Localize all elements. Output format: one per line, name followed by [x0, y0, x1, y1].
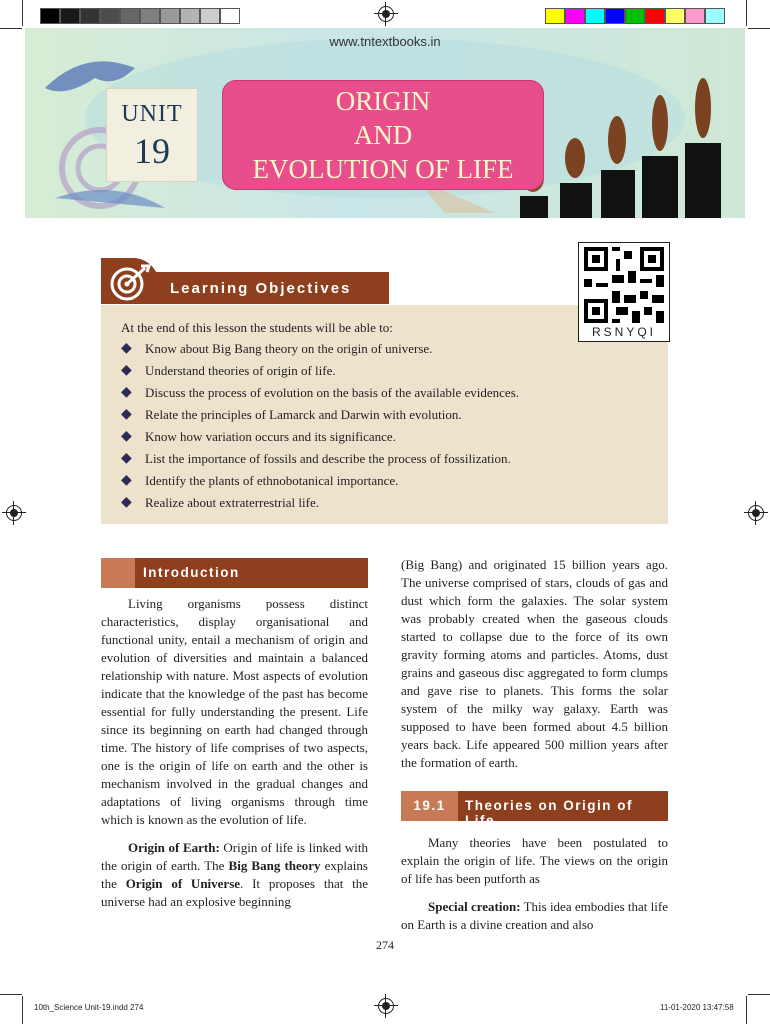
diamond-bullet-icon: ◆ [121, 495, 132, 510]
right-column [401, 556, 668, 772]
crop-mark [22, 996, 23, 1024]
origin-continued: (Big Bang) and originated 15 billion years ago. The universe comprised of stars, clouds of gas and dust which form the galaxies. The solar system was probably created when the gaseous clouds started to collapse due to the force of its own gravity forming atoms and particles. Atoms, dust grains and gaseous disc aggregated to form clumps and gave rise to planets. This forms the solar system of the milky way galaxy. Earth was supposed to have been formed about 4.5 billion years back. Life appeared 500 million years after the formation of earth. [401, 557, 668, 770]
crop-mark [22, 0, 23, 26]
qr-code-box[interactable] [578, 242, 670, 342]
theories-heading [401, 791, 668, 828]
registration-mark [378, 6, 394, 22]
title-line: AND [353, 120, 413, 150]
page-number: 274 [376, 938, 394, 952]
intro-paragraph: Living organisms possess distinct characteristics, display organisational and functional unity, entail a mechanism of origin and evolution of diversities and maintain a balanced relationship with nature. Most aspects of evolution indicate that the knowledge of the past has become essential for fully understanding the present. Life since its beginning on earth had changed through time. The history of life comprises of two aspects, one is the origin of life on earth and the other is mechanism involved in the gradual changes and adaptations of living organisms through time which is known as the evolution of life. [101, 596, 368, 827]
diamond-bullet-icon: ◆ [121, 385, 132, 400]
diamond-bullet-icon: ◆ [121, 341, 132, 356]
crop-mark [0, 994, 22, 995]
origin-label: Origin of Earth: [128, 840, 220, 855]
theories-heading-text: Theories on Origin of Life [465, 798, 634, 828]
introduction-heading-text: Introduction [143, 565, 240, 580]
qr-code-label: RSNYQI [591, 325, 656, 339]
left-column [101, 595, 368, 911]
introduction-heading [101, 558, 368, 588]
special-creation-paragraph: Special creation: This idea embodies that life on Earth is a divine creation and also [401, 899, 668, 932]
list-item: ◆ Know how variation occurs and its significance. [121, 428, 519, 450]
section-number: 19.1 [401, 791, 458, 821]
heading-tab [101, 558, 135, 588]
list-item: ◆ Relate the principles of Lamarck and Darwin with evolution. [121, 406, 519, 428]
unit-badge [106, 88, 198, 182]
title-line: EVOLUTION OF LIFE [252, 154, 514, 184]
crop-mark [748, 28, 770, 29]
objectives-list [121, 340, 519, 516]
diamond-bullet-icon: ◆ [121, 473, 132, 488]
chapter-title [222, 80, 544, 190]
crop-mark [746, 0, 747, 26]
title-line: ORIGIN [335, 86, 431, 116]
crop-mark [748, 994, 770, 995]
registration-mark [378, 998, 394, 1014]
color-bar [545, 8, 725, 24]
unit-number: 19 [134, 131, 170, 171]
crop-mark [746, 996, 747, 1024]
grayscale-bar [40, 8, 240, 24]
list-item: ◆ Discuss the process of evolution on the basis of the available evidences. [121, 384, 519, 406]
list-item: ◆ Understand theories of origin of life. [121, 362, 519, 384]
diamond-bullet-icon: ◆ [121, 429, 132, 444]
origin-universe-label: Origin of Universe [125, 876, 241, 891]
diamond-bullet-icon: ◆ [121, 451, 132, 466]
objectives-intro: At the end of this lesson the students will be able to: [121, 320, 393, 335]
registration-mark [748, 505, 764, 521]
list-item: ◆ List the importance of fossils and describe the process of fossilization. [121, 450, 519, 472]
list-item: ◆ Realize about extraterrestrial life. [121, 494, 519, 516]
diamond-bullet-icon: ◆ [121, 407, 132, 422]
footer-filename: 10th_Science Unit-19.indd 274 [34, 1003, 144, 1012]
list-item: ◆ Identify the plants of ethnobotanical importance. [121, 472, 519, 494]
qr-code-icon [584, 247, 664, 323]
theories-text [401, 834, 668, 934]
objectives-title: Learning Objectives [170, 280, 352, 297]
target-icon [101, 258, 159, 304]
diamond-bullet-icon: ◆ [121, 363, 132, 378]
crop-mark [0, 28, 22, 29]
special-creation-label: Special creation: [428, 899, 521, 914]
theories-paragraph: Many theories have been postulated to explain the origin of life. The views on the origin of life has been putforth as [401, 835, 668, 886]
list-item: ◆ Know about Big Bang theory on the origin of universe. [121, 340, 519, 362]
registration-mark [6, 505, 22, 521]
website-url: www.tntextbooks.in [329, 34, 441, 49]
origin-paragraph: Origin of Earth: Origin of life is linked with the origin of earth. The Big Bang theory explains the Origin of Universe. It proposes that the universe had an explosive beginning [101, 840, 369, 909]
objectives-icon-tab [101, 258, 159, 304]
unit-label: UNIT [121, 101, 183, 127]
footer-timestamp: 11-01-2020 13:47:58 [660, 1003, 734, 1012]
bigbang-label: Big Bang theory [228, 858, 321, 873]
